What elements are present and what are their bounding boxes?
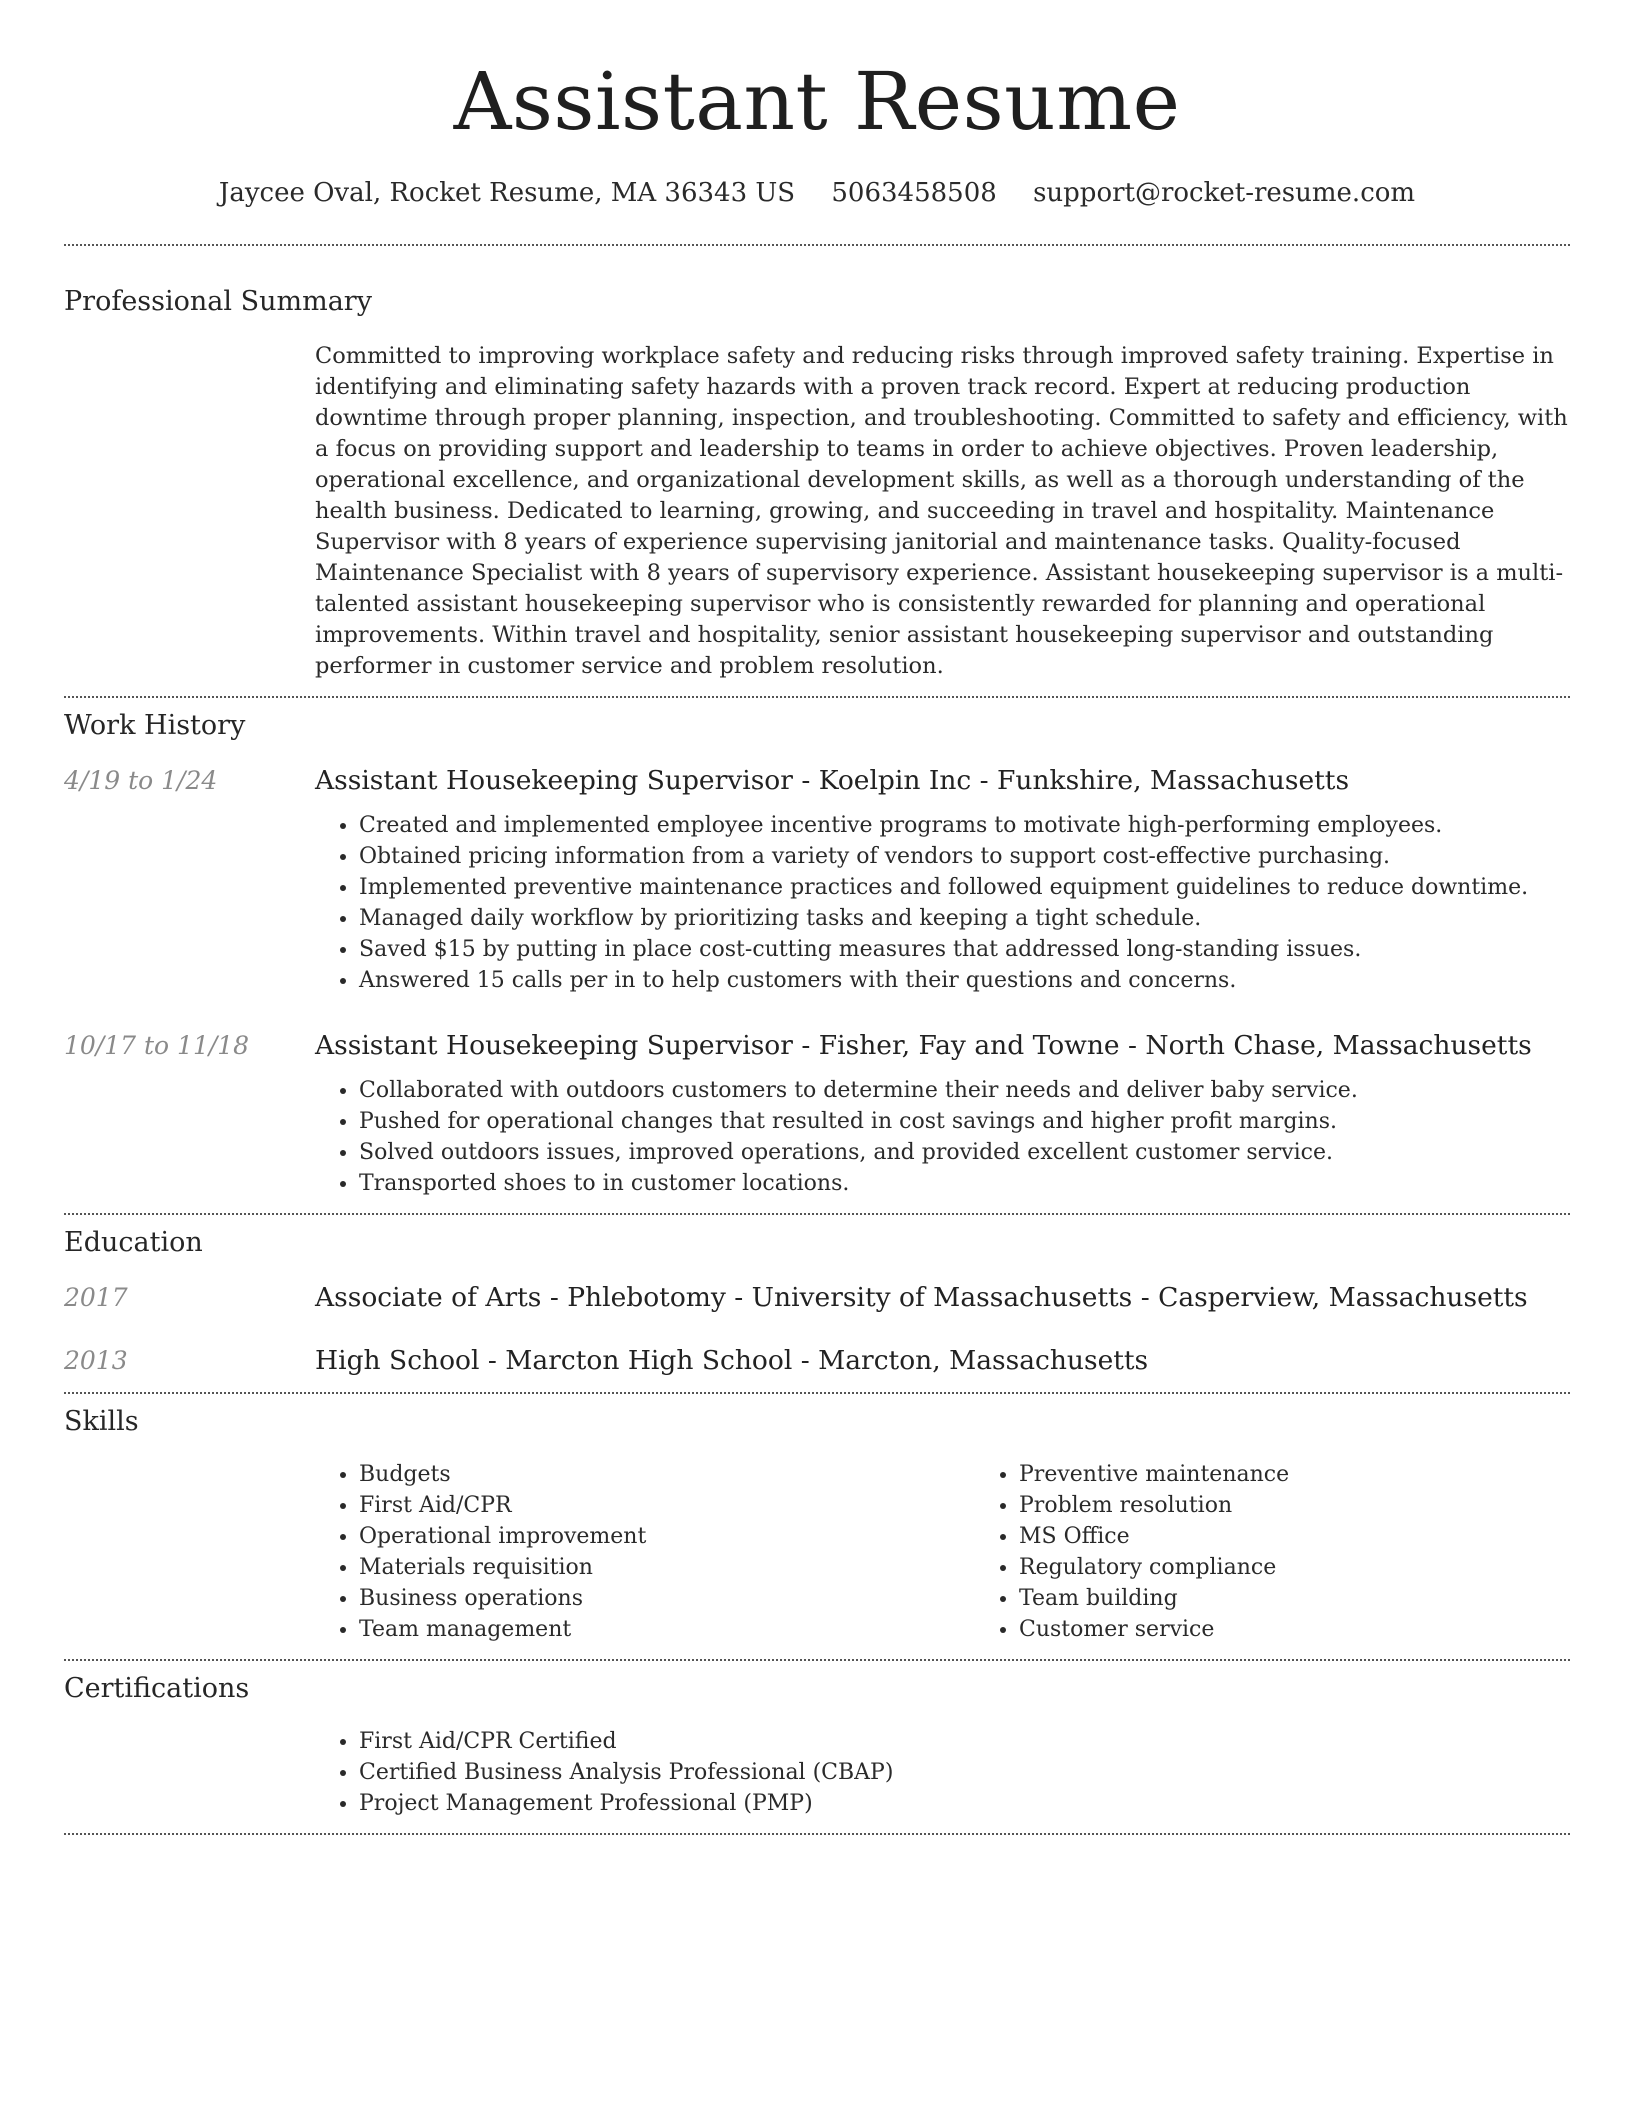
list-item: • Team building <box>1019 1583 1632 1614</box>
skills-list-right <box>975 1459 1632 1645</box>
contact-line <box>64 178 1570 208</box>
job-dates: 10/17 to 11/18 <box>64 1031 250 1060</box>
list-item: • Business operations <box>359 1583 975 1614</box>
list-item: • Solved outdoors issues, improved operations, and provided excellent customer service. <box>359 1137 1570 1168</box>
job-entry <box>64 1030 1570 1199</box>
divider <box>64 1833 1570 1835</box>
skills-list-left <box>315 1459 975 1645</box>
summary-section <box>64 246 1570 682</box>
list-item: • Team management <box>359 1614 975 1645</box>
list-item: • Budgets <box>359 1459 975 1490</box>
education-entry <box>64 1282 1570 1313</box>
list-item: • Transported shoes to in customer locations. <box>359 1168 1570 1199</box>
work-section <box>64 698 1570 1199</box>
list-item: • MS Office <box>1019 1521 1632 1552</box>
list-item: • Regulatory compliance <box>1019 1552 1632 1583</box>
list-item: • First Aid/CPR <box>359 1490 975 1521</box>
job-bullets <box>315 1075 1570 1199</box>
job-bullets <box>315 810 1570 996</box>
education-year: 2017 <box>64 1283 128 1312</box>
list-item: • Materials requisition <box>359 1552 975 1583</box>
education-degree: Associate of Arts - Phlebotomy - University of Massachusetts - Casperview, Massachusetts <box>315 1282 1528 1313</box>
education-entry <box>64 1345 1570 1376</box>
resume-page <box>64 0 1570 1835</box>
contact-address: Jaycee Oval, Rocket Resume, MA 36343 US <box>218 178 796 208</box>
job-dates: 4/19 to 1/24 <box>64 766 218 795</box>
list-item: • Managed daily workflow by prioritizing tasks and keeping a tight schedule. <box>359 903 1570 934</box>
certifications-list <box>315 1726 1570 1819</box>
contact-phone: 5063458508 <box>831 178 997 208</box>
list-item: • Answered 15 calls per in to help customers with their questions and concerns. <box>359 965 1570 996</box>
job-entry <box>64 765 1570 996</box>
list-item: • Pushed for operational changes that resulted in cost savings and higher profit margins. <box>359 1106 1570 1137</box>
list-item: • Customer service <box>1019 1614 1632 1645</box>
certifications-section <box>64 1661 1570 1819</box>
list-item: • Collaborated with outdoors customers to determine their needs and deliver baby service. <box>359 1075 1570 1106</box>
summary-text: Committed to improving workplace safety and reducing risks through improved safety training. Expertise in identifying and eliminating safety hazards with a proven track record. Expert at reducing production downtime through proper planning, inspection, and troubleshooting. Committed to safety and efficiency, with a focus on providing support and leadership to teams in order to achieve objectives. Proven leadership, operational excellence, and organizational development skills, as well as a thorough understanding of the health business. Dedicated to learning, growing, and succeeding in travel and hospitality. Maintenance Supervisor with 8 years of experience supervising janitorial and maintenance tasks. Quality-focused Maintenance Specialist with 8 years of supervisory experience. Assistant housekeeping supervisor is a multi-talented assistant housekeeping supervisor who is consistently rewarded for planning and operational improvements. Within travel and hospitality, senior assistant housekeeping supervisor and outstanding performer in customer service and problem resolution. <box>315 343 1568 679</box>
education-degree: High School - Marcton High School - Marcton, Massachusetts <box>315 1345 1149 1376</box>
job-title: Assistant Housekeeping Supervisor - Fisher, Fay and Towne - North Chase, Massachusetts <box>315 1030 1532 1061</box>
list-item: • Certified Business Analysis Professional (CBAP) <box>359 1757 1570 1788</box>
section-heading-work: Work History <box>64 710 246 741</box>
list-item: • Saved $15 by putting in place cost-cutting measures that addressed long-standing issues. <box>359 934 1570 965</box>
skills-section <box>64 1394 1570 1645</box>
section-heading-summary: Professional Summary <box>64 286 372 317</box>
contact-email: support@rocket-resume.com <box>1033 178 1416 208</box>
list-item: • Project Management Professional (PMP) <box>359 1788 1570 1819</box>
page-title: Assistant Resume <box>453 55 1181 148</box>
list-item: • Implemented preventive maintenance practices and followed equipment guidelines to reduce downtime. <box>359 872 1570 903</box>
education-year: 2013 <box>64 1346 128 1375</box>
list-item: • Problem resolution <box>1019 1490 1632 1521</box>
list-item: • Obtained pricing information from a variety of vendors to support cost-effective purchasing. <box>359 841 1570 872</box>
section-heading-certifications: Certifications <box>64 1673 250 1704</box>
section-heading-education: Education <box>64 1227 203 1258</box>
section-heading-skills: Skills <box>64 1406 139 1437</box>
list-item: • Created and implemented employee incentive programs to motivate high-performing employees. <box>359 810 1570 841</box>
list-item: • First Aid/CPR Certified <box>359 1726 1570 1757</box>
education-section <box>64 1215 1570 1376</box>
list-item: • Preventive maintenance <box>1019 1459 1632 1490</box>
list-item: • Operational improvement <box>359 1521 975 1552</box>
job-title: Assistant Housekeeping Supervisor - Koelpin Inc - Funkshire, Massachusetts <box>315 765 1350 796</box>
